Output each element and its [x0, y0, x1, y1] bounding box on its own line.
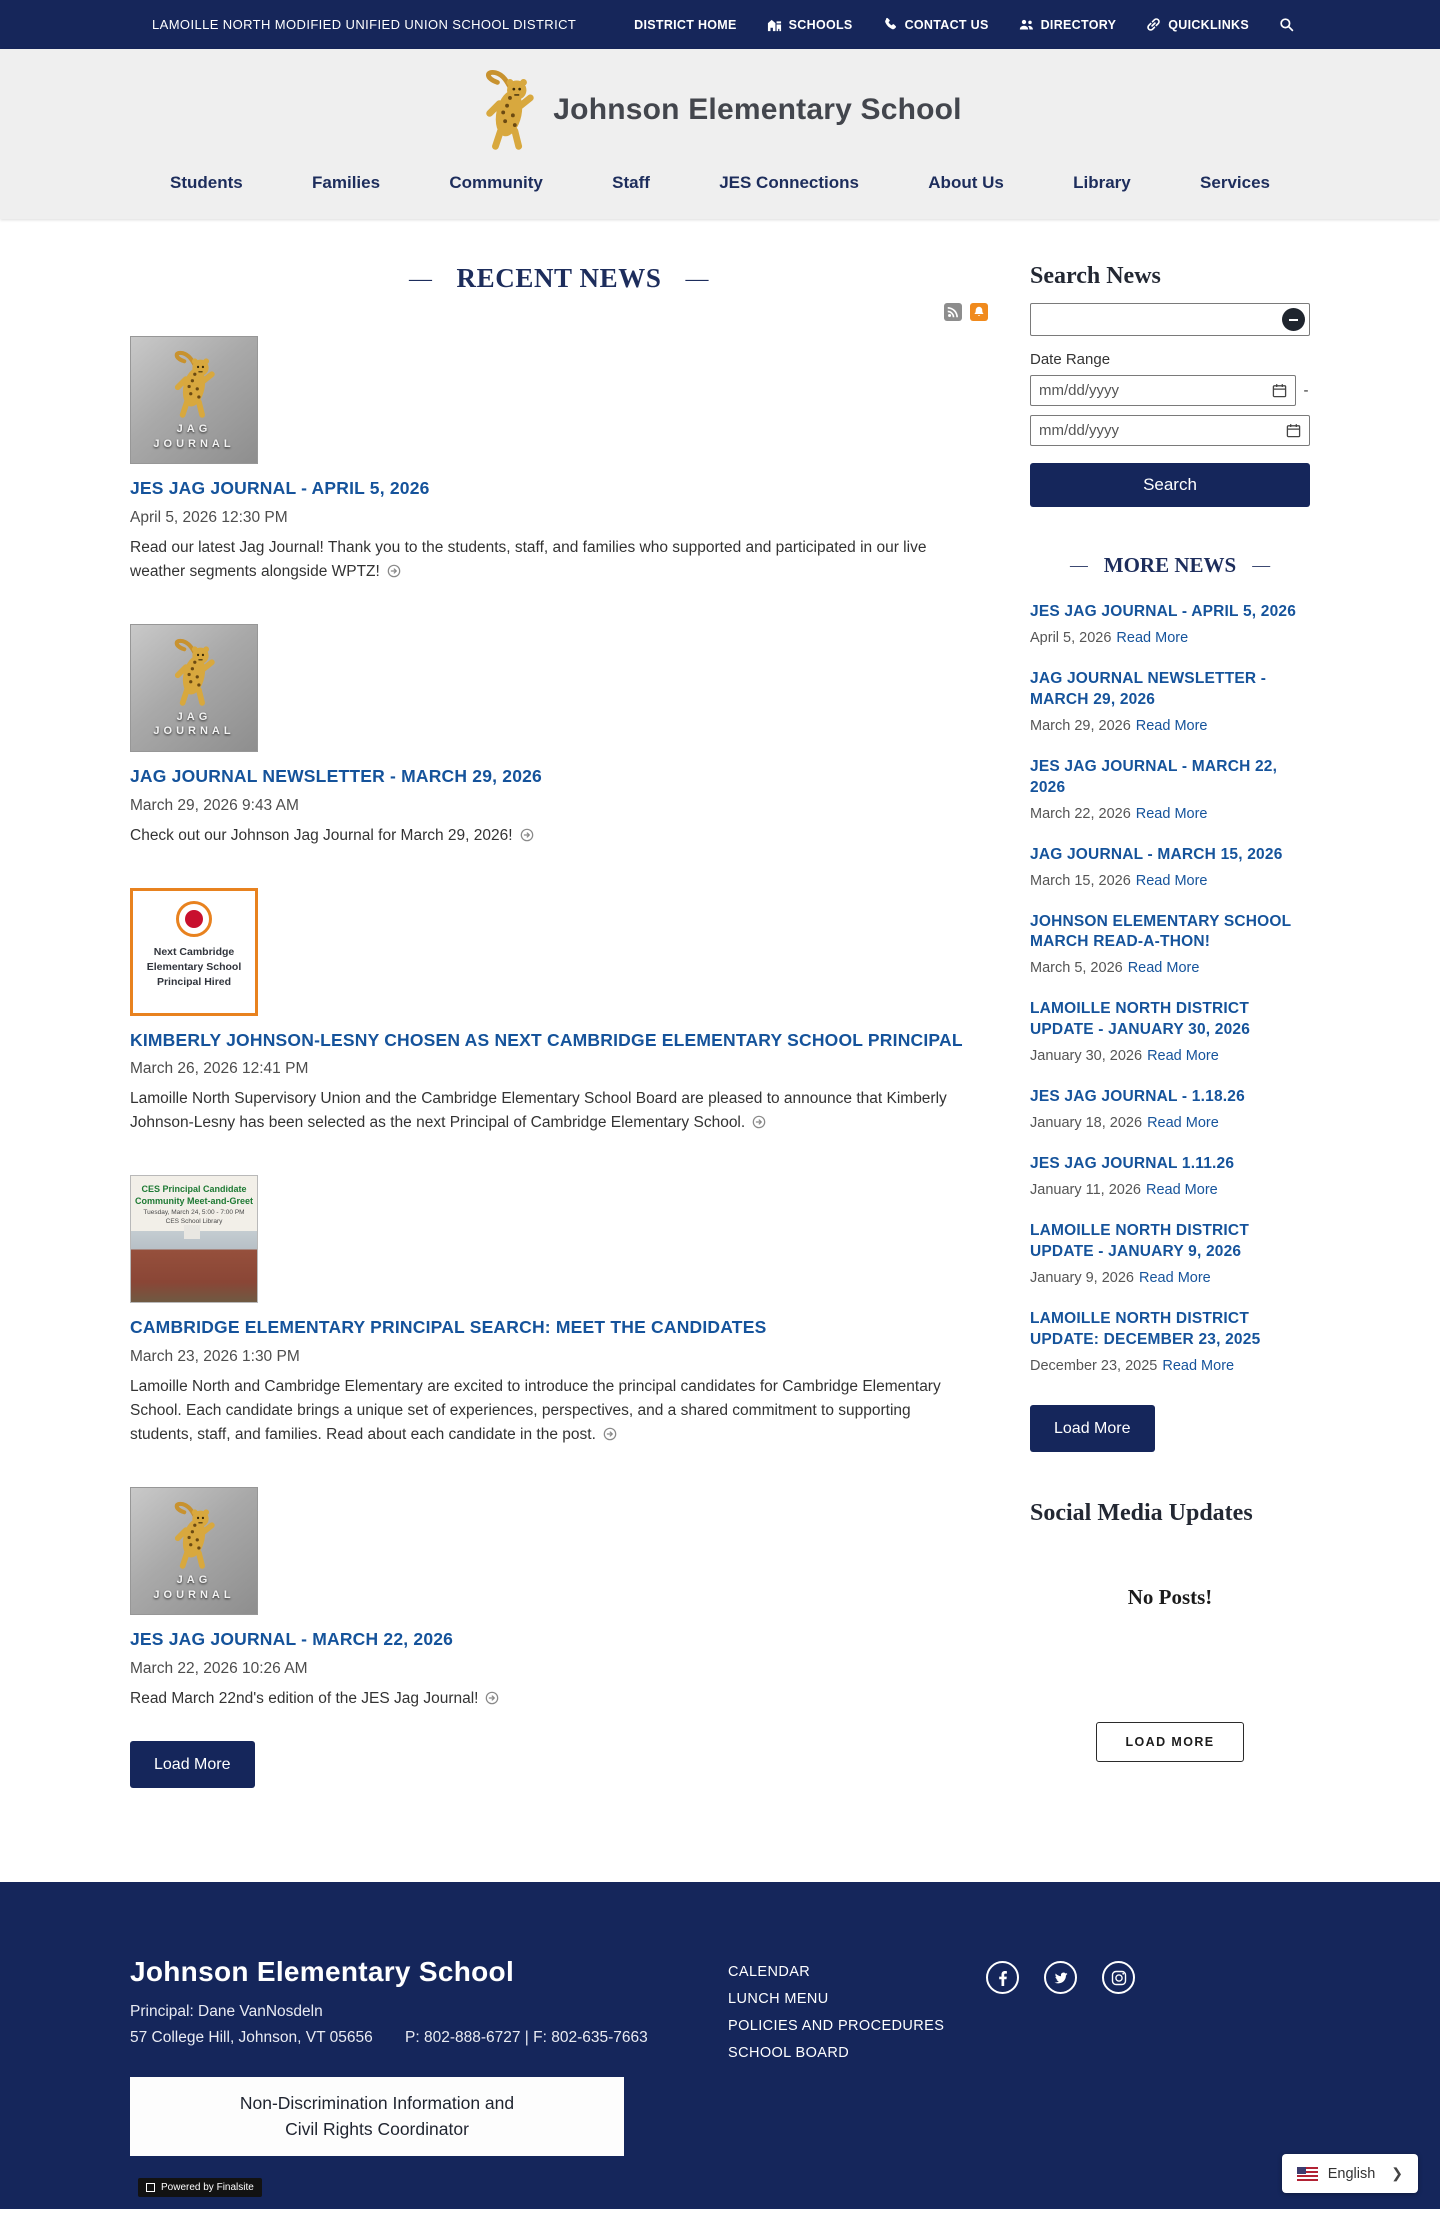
more-news-heading	[1030, 553, 1310, 578]
search-news-heading: Search News	[1030, 263, 1161, 289]
language-label: English	[1327, 2165, 1376, 2182]
thumbnail-caption	[153, 710, 234, 739]
more-news-date: March 29, 2026	[1030, 717, 1131, 734]
date-from-row	[1030, 375, 1310, 406]
topbar-link-label: DISTRICT HOME	[634, 17, 737, 32]
news-thumbnail[interactable]	[130, 1175, 258, 1303]
more-news-title-link[interactable]: LAMOILLE NORTH DISTRICT UPDATE - JANUARY 9, 2026	[1030, 1222, 1249, 1260]
finalsite-icon	[146, 2183, 155, 2192]
news-thumbnail[interactable]	[130, 336, 258, 464]
load-more-social-button[interactable]: LOAD MORE	[1096, 1722, 1244, 1762]
nav-item-staff[interactable]: Staff	[612, 173, 650, 192]
topbar-link-quicklinks[interactable]	[1146, 17, 1249, 32]
news-date: March 26, 2026 12:41 PM	[130, 1060, 309, 1078]
nav-item-library[interactable]: Library	[1073, 173, 1131, 192]
more-news-title-link[interactable]: JES JAG JOURNAL 1.11.26	[1030, 1155, 1235, 1173]
news-title	[130, 1628, 988, 1651]
footer-school-info	[130, 1956, 728, 2156]
site-header	[0, 49, 1440, 219]
footer-address: 57 College Hill, Johnson, VT 05656	[130, 2029, 373, 2046]
more-news-date: January 18, 2026	[1030, 1115, 1143, 1132]
more-news-item	[1030, 669, 1310, 734]
main-content	[130, 219, 1310, 1882]
more-news-item	[1030, 757, 1310, 822]
more-news-date: March 5, 2026	[1030, 960, 1123, 977]
news-title	[130, 765, 988, 788]
news-body	[130, 824, 960, 850]
date-to-input[interactable]	[1030, 415, 1310, 446]
more-news-title-link[interactable]: JOHNSON ELEMENTARY SCHOOL MARCH READ-A-THON!	[1030, 912, 1292, 951]
footer-links	[728, 1956, 986, 2156]
read-more-link[interactable]: Read More	[1147, 1048, 1219, 1065]
read-more-link[interactable]: Read More	[1116, 629, 1189, 646]
more-news-title-link[interactable]: JES JAG JOURNAL - 1.18.26	[1030, 1088, 1245, 1106]
nondiscrimination-line: Civil Rights Coordinator	[285, 2119, 469, 2140]
footer-social-icons	[986, 1956, 1135, 2156]
district-topbar	[0, 0, 1440, 49]
news-body	[130, 1687, 960, 1713]
more-news-title-link[interactable]: LAMOILLE NORTH DISTRICT UPDATE: DECEMBER 23, 2025	[1030, 1309, 1261, 1348]
thumbnail-caption-line: CES School Library	[165, 1218, 223, 1226]
primary-nav	[130, 169, 1310, 219]
news-title-link[interactable]: KIMBERLY JOHNSON-LESNY CHOSEN AS NEXT CAMBRIDGE ELEMENTARY SCHOOL PRINCIPAL	[130, 1029, 963, 1050]
search-submit-button[interactable]	[1282, 308, 1305, 331]
news-title	[130, 1029, 988, 1052]
recent-news-section	[130, 263, 988, 1788]
decorative-dash: —	[685, 265, 709, 291]
topbar-link-schools[interactable]	[767, 17, 853, 32]
news-article	[130, 336, 988, 586]
footer-school-name: Johnson Elementary School	[130, 1956, 515, 1987]
more-news-item	[1030, 1309, 1310, 1374]
chevron-right-icon: ❯	[1391, 2165, 1403, 2181]
more-news-date: January 30, 2026	[1030, 1048, 1143, 1065]
news-thumbnail[interactable]	[130, 624, 258, 752]
recent-news-heading	[130, 263, 988, 294]
more-news-item	[1030, 912, 1310, 977]
link-icon	[1146, 17, 1161, 32]
footer-link-school-board[interactable]: SCHOOL BOARD	[728, 2045, 850, 2061]
footer-principal: Principal: Dane VanNosdeln	[130, 2003, 323, 2020]
decorative-dash: —	[408, 265, 433, 291]
people-icon	[1019, 17, 1034, 32]
nav-item-services[interactable]: Services	[1200, 173, 1270, 192]
more-news-title-link[interactable]: JES JAG JOURNAL - MARCH 22, 2026	[1030, 757, 1278, 796]
twitter-icon[interactable]	[1044, 1961, 1077, 1994]
school-brand	[0, 49, 1440, 169]
news-thumbnail[interactable]	[130, 888, 258, 1016]
more-news-date: January 11, 2026	[1030, 1182, 1141, 1199]
search-icon[interactable]	[1279, 17, 1294, 32]
news-article	[130, 1175, 988, 1449]
news-date: March 23, 2026 1:30 PM	[130, 1348, 300, 1366]
powered-by-finalsite-badge[interactable]	[138, 2178, 262, 2197]
date-placeholder: mm/dd/yyyy	[1039, 422, 1120, 439]
topbar-link-district-home[interactable]	[634, 18, 737, 32]
news-date: April 5, 2026 12:30 PM	[130, 508, 288, 526]
more-news-item	[1030, 999, 1310, 1064]
nondiscrimination-line: Non-Discrimination Information and	[239, 2093, 515, 2113]
more-news-heading-text: MORE NEWS	[1103, 553, 1237, 577]
jaguar-mascot-logo	[478, 68, 540, 151]
read-more-arrow-icon[interactable]	[520, 826, 534, 850]
facebook-icon[interactable]	[986, 1961, 1019, 1994]
alert-bell-icon[interactable]	[970, 303, 988, 321]
topbar-link-label: CONTACT US	[904, 17, 989, 32]
more-news-date: April 5, 2026	[1030, 629, 1112, 646]
more-news-title-link[interactable]: JES JAG JOURNAL - APRIL 5, 2026	[1030, 603, 1297, 620]
news-title-link[interactable]: JAG JOURNAL NEWSLETTER - MARCH 29, 2026	[130, 765, 542, 786]
more-news-title-link[interactable]: JAG JOURNAL NEWSLETTER - MARCH 29, 2026	[1030, 669, 1267, 708]
topbar-link-label: DIRECTORY	[1040, 17, 1117, 32]
news-article	[130, 624, 988, 850]
thumbnail-caption-line: JAG	[176, 1574, 212, 1587]
news-body-text: Lamoille North Supervisory Union and the Cambridge Elementary School Board are pleased to announce that Kimberly Johnson-Lesny has been selected as the next Principal of Cambridge Elementary School.	[130, 1090, 947, 1132]
news-title-link[interactable]: JES JAG JOURNAL - MARCH 22, 2026	[130, 1629, 454, 1650]
nondiscrimination-link[interactable]	[130, 2077, 624, 2156]
news-date: March 22, 2026 10:26 AM	[130, 1659, 308, 1677]
news-article	[130, 1487, 988, 1713]
more-news-item	[1030, 1154, 1310, 1198]
news-date: March 29, 2026 9:43 AM	[130, 796, 299, 814]
no-posts-message: No Posts!	[1127, 1584, 1213, 1609]
more-news-item	[1030, 1087, 1310, 1131]
nav-item-jes-connections[interactable]: JES Connections	[719, 173, 859, 192]
read-more-link[interactable]: Read More	[1162, 1357, 1235, 1374]
jaguar-mascot-icon	[168, 637, 220, 707]
news-body	[130, 1087, 960, 1137]
load-more-sidebar-button[interactable]: Load More	[1030, 1405, 1155, 1452]
calendar-icon[interactable]	[1286, 423, 1301, 438]
footer-phone-fax: P: 802-888-6727 | F: 802-635-7663	[405, 2029, 648, 2046]
news-search-input[interactable]	[1031, 304, 1309, 335]
nav-item-about-us[interactable]: About Us	[928, 173, 1004, 192]
district-utility-nav	[634, 17, 1294, 32]
read-more-arrow-icon[interactable]	[752, 1113, 766, 1137]
news-body	[130, 1375, 960, 1449]
date-range-label: Date Range	[1030, 351, 1111, 368]
news-search-box	[1030, 303, 1310, 336]
date-from-input[interactable]	[1030, 375, 1296, 406]
load-more-news-button[interactable]: Load More	[130, 1741, 255, 1788]
thumbnail-caption-line: Next Cambridge	[153, 945, 235, 958]
nav-item-families[interactable]: Families	[312, 173, 381, 192]
calendar-icon[interactable]	[1272, 383, 1287, 398]
news-title	[130, 1316, 988, 1339]
footer-link-lunch-menu[interactable]: LUNCH MENU	[728, 1991, 829, 2007]
thumbnail-caption-line: JOURNAL	[153, 1588, 235, 1601]
recent-news-heading-text: RECENT NEWS	[456, 263, 662, 293]
more-news-title-link[interactable]: JAG JOURNAL - MARCH 15, 2026	[1030, 845, 1283, 863]
thumbnail-caption-line: Community Meet-and-Greet	[134, 1196, 253, 1207]
thumbnail-caption-line: JAG	[176, 423, 212, 436]
district-name-link[interactable]: LAMOILLE NORTH MODIFIED UNIFIED UNION SCHOOL DISTRICT	[152, 17, 577, 32]
news-body-text: Read March 22nd's edition of the JES Jag Journal!	[130, 1689, 479, 1707]
phone-icon	[883, 17, 898, 32]
school-building-photo	[131, 1231, 257, 1302]
topbar-link-label: QUICKLINKS	[1168, 17, 1249, 32]
school-name-title: Johnson Elementary School	[553, 92, 962, 126]
more-news-title-link[interactable]: LAMOILLE NORTH DISTRICT UPDATE - JANUARY 30, 2026	[1030, 1000, 1251, 1039]
jaguar-mascot-icon	[168, 349, 220, 419]
read-more-arrow-icon[interactable]	[387, 562, 401, 586]
read-more-arrow-icon[interactable]	[603, 1425, 617, 1449]
thumbnail-caption-line: Tuesday, March 24, 5:00 - 7:00 PM	[143, 1208, 245, 1216]
read-more-link[interactable]: Read More	[1145, 1182, 1218, 1199]
news-sidebar	[1030, 263, 1310, 1762]
footer-link-calendar[interactable]: CALENDAR	[728, 1964, 811, 1980]
more-news-date: January 9, 2026	[1030, 1269, 1134, 1286]
news-title-link[interactable]: CAMBRIDGE ELEMENTARY PRINCIPAL SEARCH: MEET THE CANDIDATES	[130, 1317, 767, 1338]
thumbnail-caption-line: JOURNAL	[153, 725, 235, 738]
read-more-link[interactable]: Read More	[1135, 872, 1208, 889]
news-thumbnail[interactable]	[130, 1487, 258, 1615]
read-more-arrow-icon[interactable]	[485, 1689, 499, 1713]
news-title	[130, 477, 988, 500]
feed-subscribe-icons	[944, 303, 988, 321]
search-button[interactable]: Search	[1030, 463, 1310, 507]
more-news-date: December 23, 2025	[1030, 1357, 1158, 1374]
thumbnail-caption-line: Principal Hired	[156, 975, 232, 988]
instagram-icon[interactable]	[1102, 1961, 1135, 1994]
school-crest-icon	[176, 901, 212, 937]
thumbnail-caption	[147, 945, 242, 991]
nav-item-students[interactable]: Students	[170, 173, 243, 192]
language-selector[interactable]	[1282, 2154, 1418, 2193]
date-range-separator: -	[1303, 382, 1309, 399]
read-more-link[interactable]: Read More	[1135, 805, 1208, 822]
thumbnail-caption-line: JOURNAL	[153, 437, 235, 450]
decorative-dash: —	[1069, 555, 1088, 575]
news-body	[130, 536, 960, 586]
thumbnail-caption	[153, 1573, 234, 1602]
footer-link-policies[interactable]: POLICIES AND PROCEDURES	[728, 2018, 945, 2034]
news-title-link[interactable]: JES JAG JOURNAL - APRIL 5, 2026	[130, 478, 430, 498]
read-more-link[interactable]: Read More	[1127, 960, 1200, 977]
news-article	[130, 888, 988, 1138]
thumbnail-caption-line: CES Principal Candidate	[141, 1184, 247, 1195]
thumbnail-caption-line: Elementary School	[146, 960, 242, 973]
thumbnail-caption	[132, 1176, 256, 1231]
read-more-link[interactable]: Read More	[1135, 717, 1208, 734]
building-icon	[767, 17, 782, 32]
topbar-link-label: SCHOOLS	[788, 17, 853, 32]
thumbnail-caption-line: JAG	[176, 710, 212, 723]
powered-by-label: Powered by Finalsite	[161, 2182, 254, 2193]
topbar-link-contact-us[interactable]	[883, 17, 989, 32]
read-more-link[interactable]: Read More	[1139, 1269, 1211, 1286]
more-news-item	[1030, 1221, 1310, 1286]
more-news-date: March 15, 2026	[1030, 872, 1131, 889]
read-more-link[interactable]: Read More	[1147, 1115, 1219, 1132]
more-news-date: March 22, 2026	[1030, 805, 1131, 822]
nav-item-community[interactable]: Community	[449, 173, 543, 192]
footer-contact	[130, 2029, 728, 2047]
thumbnail-caption	[153, 422, 234, 451]
more-news-item	[1030, 845, 1310, 889]
date-placeholder: mm/dd/yyyy	[1039, 382, 1120, 399]
more-news-item	[1030, 602, 1310, 646]
us-flag-icon	[1297, 2167, 1318, 2181]
news-body-text: Read our latest Jag Journal! Thank you to the students, staff, and families who supported and participated in our live weather segments alongside WPTZ!	[130, 538, 927, 580]
news-body-text: Lamoille North and Cambridge Elementary are excited to introduce the principal candidates for Cambridge Elementary School. Each candidate brings a unique set of experiences, perspectives, and a shared commitment to supporting students, staff, and families. Read about each candidate in the post.	[130, 1378, 941, 1444]
topbar-link-directory[interactable]	[1019, 17, 1117, 32]
jaguar-mascot-icon	[168, 1500, 220, 1570]
decorative-dash: —	[1252, 555, 1271, 575]
social-media-heading: Social Media Updates	[1030, 1499, 1253, 1526]
footer	[0, 1882, 1440, 2209]
news-body-text: Check out our Johnson Jag Journal for March 29, 2026!	[130, 826, 513, 844]
rss-icon[interactable]	[944, 303, 962, 321]
